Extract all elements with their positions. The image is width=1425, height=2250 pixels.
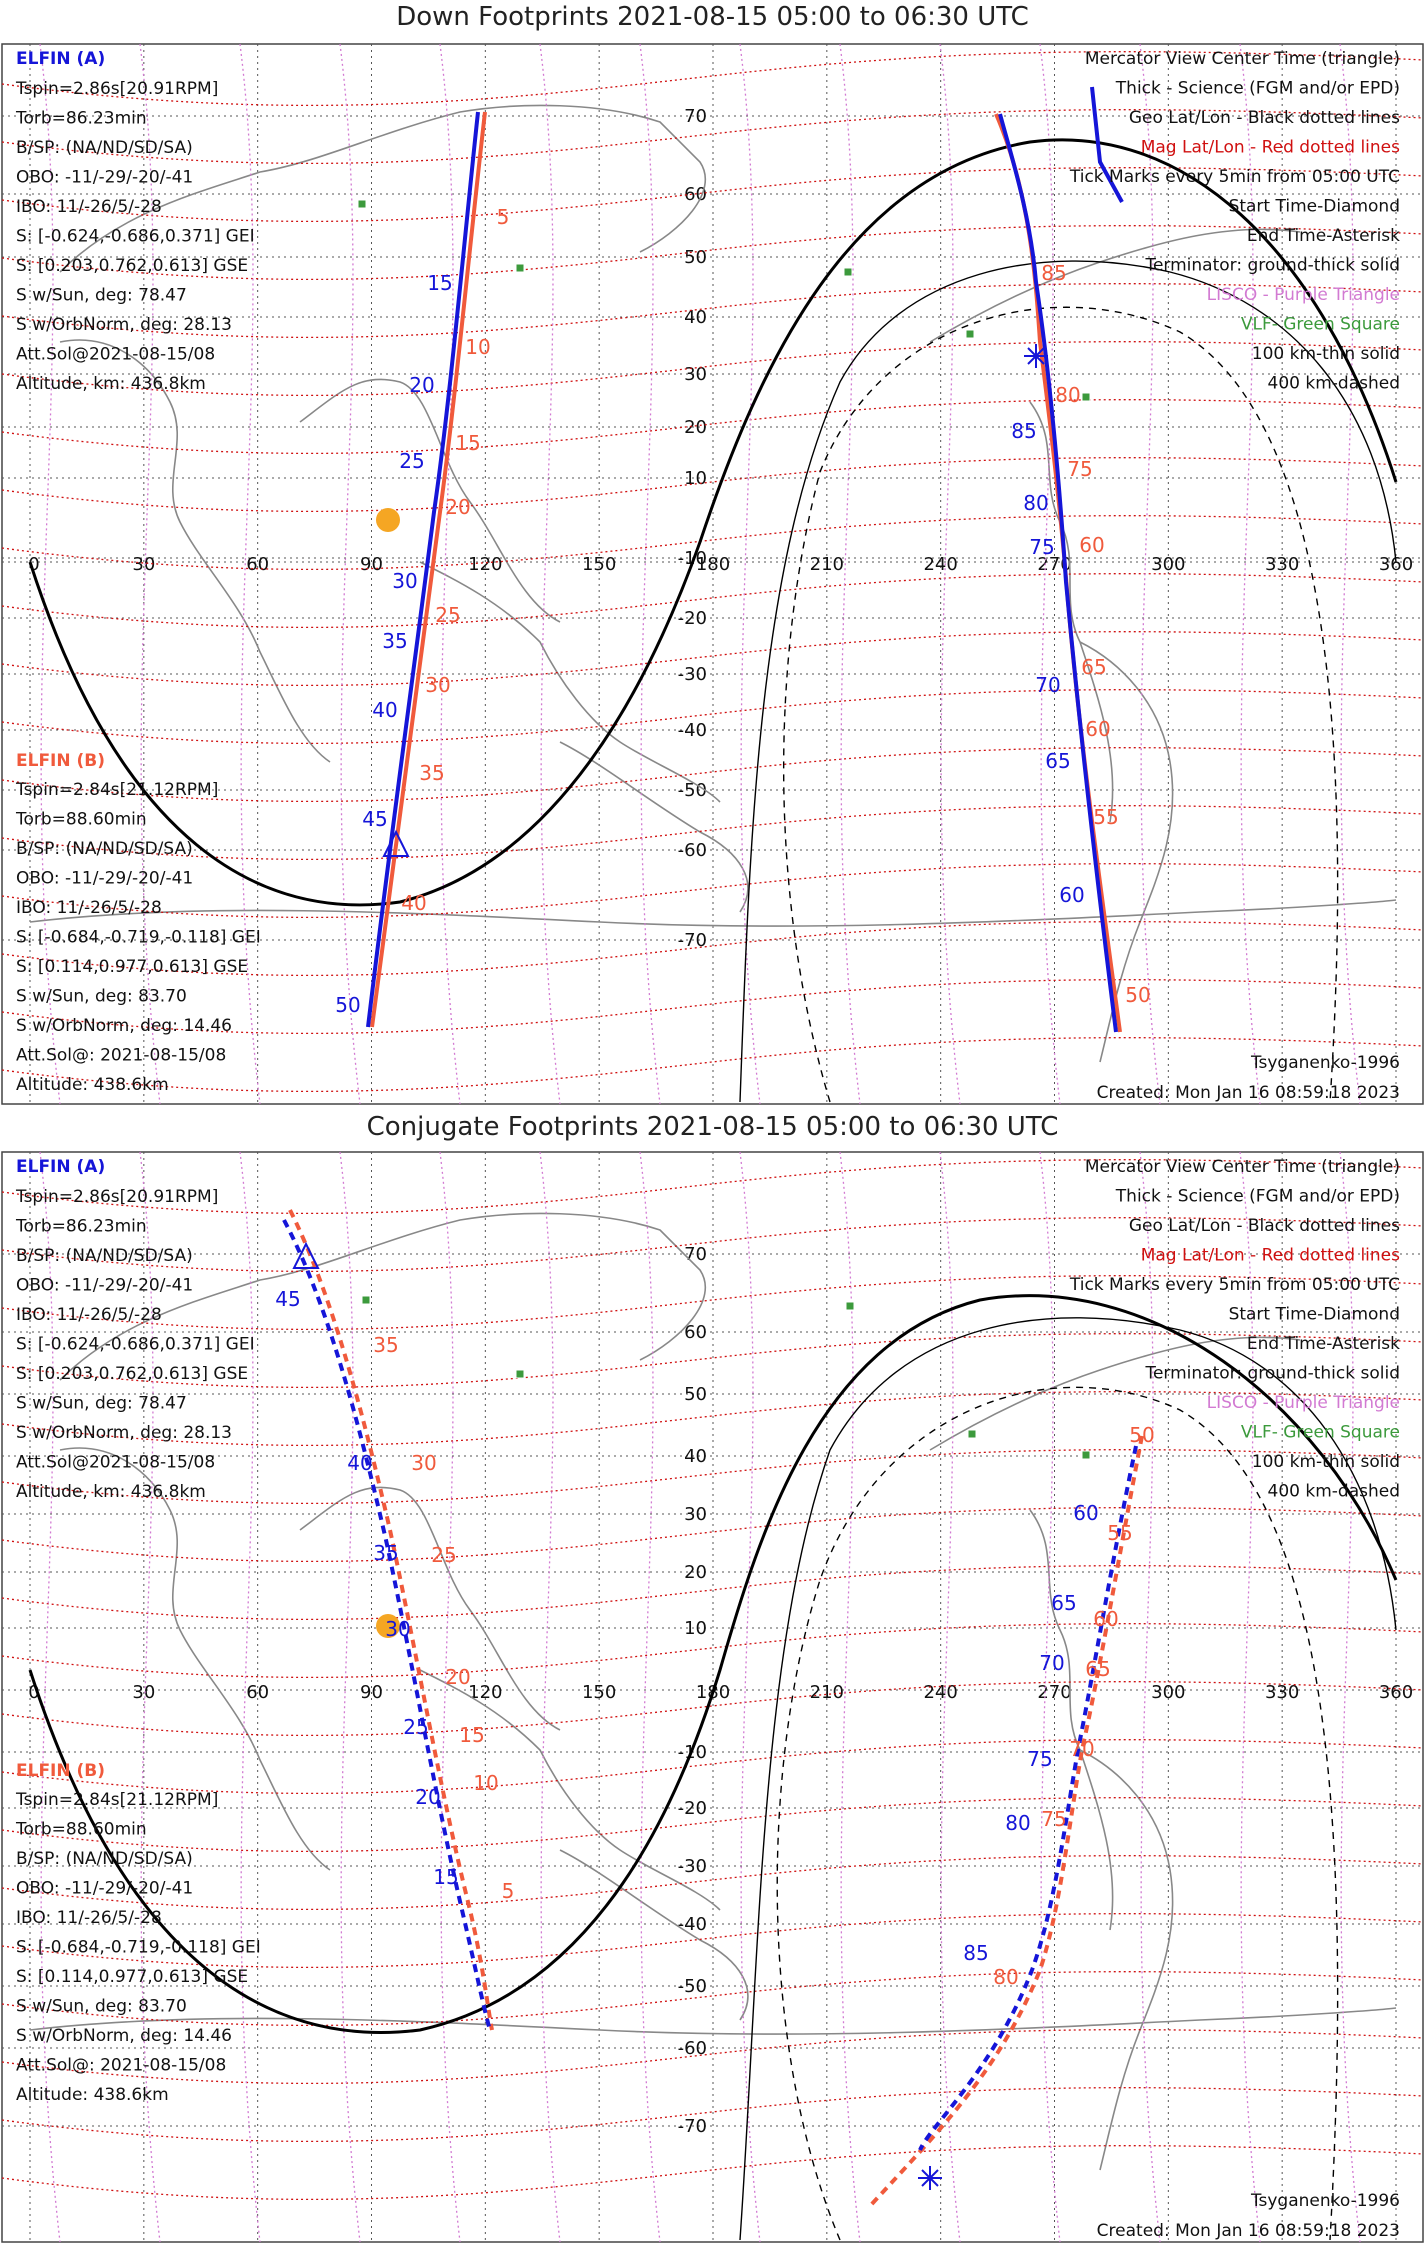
elfin-a-track — [920, 1446, 1136, 2150]
elfin-b-tick-label: 10 — [465, 335, 491, 359]
elfin-a-track — [368, 112, 481, 1027]
latitude-label: -60 — [677, 2038, 707, 2059]
elfin-b-tick-label: 55 — [1107, 1521, 1133, 1545]
elfin-a-info-line: S: [-0.624,-0.686,0.371] GEI — [16, 1334, 255, 1355]
elfin-b-tick-label: 15 — [455, 431, 481, 455]
elfin-b-tick-label: 35 — [419, 761, 445, 785]
vlf-station-square — [966, 330, 974, 338]
elfin-a-tick-label: 25 — [399, 449, 425, 473]
elfin-b-info-line: B/SP: (NA/ND/SD/SA) — [16, 1849, 193, 1869]
vlf-station-square — [968, 1430, 976, 1438]
elfin-b-info-line: OBO: -11/-29/-20/-41 — [16, 868, 194, 889]
elfin-b-tick-label: 50 — [1129, 1423, 1155, 1447]
elfin-a-tick-label: 85 — [1011, 419, 1037, 443]
legend-entry: Terminator: ground-thick solid — [1145, 1363, 1400, 1384]
longitude-label: 360 — [1378, 554, 1414, 575]
elfin-a-tick-label: 15 — [433, 1865, 459, 1889]
elfin-b-tick-label: 65 — [1085, 1657, 1111, 1681]
model-label: Tsyganenko-1996 — [1250, 1053, 1400, 1073]
created-timestamp: Created: Mon Jan 16 08:59:18 2023 — [1096, 2221, 1400, 2241]
elfin-a-tick-label: 45 — [362, 807, 388, 831]
elfin-a-tick-label: 80 — [1005, 1811, 1031, 1835]
legend-entry: Tick Marks every 5min from 05:00 UTC — [1069, 167, 1400, 187]
legend-entry: Mercator View Center Time (triangle) — [1084, 49, 1400, 69]
longitude-label: 90 — [360, 1682, 383, 1703]
legend-entry: 400 km-dashed — [1267, 373, 1400, 394]
elfin-a-tick-label: 25 — [403, 1715, 429, 1739]
elfin-b-tick-label: 10 — [473, 1771, 499, 1795]
latitude-label: 50 — [684, 247, 707, 268]
elfin-b-info-line: S w/OrbNorm, deg: 14.46 — [16, 1016, 233, 1036]
legend-entry: LISCO - Purple Triangle — [1206, 285, 1400, 305]
magnetic-latitude-line — [2, 1508, 1423, 1562]
longitude-label: 180 — [695, 1682, 731, 1703]
elfin-b-tick-label: 20 — [445, 495, 471, 519]
latitude-label: 70 — [684, 106, 707, 127]
elfin-b-info-line: S: [0.114,0.977,0.613] GSE — [16, 1967, 249, 1987]
elfin-a-tick-label: 80 — [1023, 491, 1049, 515]
latitude-label: -50 — [677, 780, 707, 801]
elfin-b-tick-label: 40 — [401, 891, 427, 915]
legend-entry: Mag Lat/Lon - Red dotted lines — [1140, 1245, 1400, 1266]
longitude-label: 270 — [1037, 554, 1072, 575]
latitude-label: -10 — [677, 548, 707, 569]
elfin-a-tick-label: 40 — [372, 698, 398, 722]
coastline — [300, 1487, 560, 1730]
elfin-b-tick-label: 35 — [373, 1333, 399, 1357]
elfin-b-tick-label: 70 — [1069, 1737, 1095, 1761]
elfin-b-info-line: S: [-0.684,-0.719,-0.118] GEI — [16, 927, 261, 948]
elfin-b-tick-label: 50 — [1125, 983, 1151, 1007]
elfin-a-info-line: B/SP: (NA/ND/SD/SA) — [16, 1246, 193, 1266]
legend-entry: Tick Marks every 5min from 05:00 UTC — [1069, 1275, 1400, 1295]
elfin-b-tick-label: 60 — [1085, 717, 1111, 741]
coastline — [60, 340, 330, 762]
elfin-b-tick-label: 15 — [459, 1723, 485, 1747]
elfin-a-tick-label: 75 — [1027, 1747, 1053, 1771]
legend-entry: End Time-Asterisk — [1246, 1334, 1400, 1354]
magnetic-longitude-line — [740, 44, 760, 1104]
elfin-b-label: ELFIN (B) — [16, 751, 106, 771]
elfin-b-info-line: S: [-0.684,-0.719,-0.118] GEI — [16, 1937, 261, 1958]
elfin-b-info-line: IBO: 11/-26/5/-28 — [16, 898, 162, 918]
elfin-a-tick-label: 65 — [1051, 1591, 1077, 1615]
vlf-station-square — [362, 1296, 370, 1304]
magnetic-longitude-line — [540, 1152, 560, 2242]
vlf-station-square — [516, 1370, 524, 1378]
legend-entry: Thick - Science (FGM and/or EPD) — [1115, 78, 1400, 99]
elfin-a-info-line: Altitude, km: 436.8km — [16, 374, 206, 394]
elfin-a-tick-label: 15 — [427, 271, 453, 295]
elfin-b-info-line: S w/OrbNorm, deg: 14.46 — [16, 2026, 233, 2046]
elfin-a-tick-label: 70 — [1039, 1651, 1065, 1675]
elfin-b-tick-label: 85 — [1041, 261, 1067, 285]
coastline — [560, 742, 748, 912]
elfin-a-info-line: B/SP: (NA/ND/SD/SA) — [16, 138, 193, 158]
elfin-a-tick-label: 65 — [1045, 749, 1071, 773]
coastline — [1030, 1510, 1113, 1930]
vlf-station-square — [358, 200, 366, 208]
longitude-label: 60 — [246, 1682, 270, 1703]
elfin-a-tick-label: 85 — [963, 1941, 989, 1965]
latitude-label: 60 — [684, 1322, 707, 1343]
elfin-a-tick-label: 70 — [1035, 673, 1061, 697]
elfin-b-info-line: IBO: 11/-26/5/-28 — [16, 1908, 162, 1928]
elfin-b-tick-label: 80 — [1055, 383, 1081, 407]
elfin-b-info-line: Att.Sol@: 2021-08-15/08 — [16, 2055, 227, 2076]
elfin-b-tick-label: 55 — [1093, 805, 1119, 829]
legend-entry: Mag Lat/Lon - Red dotted lines — [1140, 137, 1400, 158]
latitude-label: -70 — [677, 2116, 707, 2137]
elfin-a-info-line: OBO: -11/-29/-20/-41 — [16, 167, 194, 188]
elfin-a-info-line: S w/Sun, deg: 78.47 — [16, 285, 187, 306]
panel-1-title: Down Footprints 2021-08-15 05:00 to 06:30 UTC — [396, 2, 1029, 32]
latitude-label: 30 — [684, 1504, 707, 1525]
elfin-b-info-line: Att.Sol@: 2021-08-15/08 — [16, 1045, 227, 1066]
longitude-label: 330 — [1264, 554, 1300, 575]
elfin-a-tick-label: 20 — [415, 1785, 441, 1809]
elfin-a-tick-label: 45 — [275, 1287, 301, 1311]
elfin-b-info-line: Torb=88.60min — [16, 1819, 147, 1840]
elfin-a-info-line: Tspin=2.86s[20.91RPM] — [16, 1187, 219, 1207]
elfin-b-tick-label: 75 — [1067, 457, 1093, 481]
latitude-label: 20 — [684, 1562, 707, 1583]
elfin-a-tick-label: 30 — [392, 569, 418, 593]
elfin-a-info-line: Att.Sol@2021-08-15/08 — [16, 344, 216, 365]
legend-entry: Thick - Science (FGM and/or EPD) — [1115, 1186, 1400, 1207]
latitude-label: -30 — [677, 664, 707, 685]
latitude-label: 40 — [684, 307, 707, 328]
latitude-label: -60 — [677, 840, 707, 861]
longitude-label: 180 — [695, 554, 731, 575]
elfin-a-label: ELFIN (A) — [16, 1157, 106, 1177]
elfin-b-info-line: S: [0.114,0.977,0.613] GSE — [16, 957, 249, 977]
latitude-label: -20 — [677, 1798, 707, 1819]
coastline — [60, 105, 705, 272]
elfin-a-tick-label: 40 — [347, 1451, 373, 1475]
latitude-label: 60 — [684, 184, 707, 205]
legend-entry: VLF- Green Square — [1240, 314, 1400, 335]
terminator-400km — [784, 307, 1338, 1102]
longitude-label: 120 — [468, 554, 503, 575]
elfin-b-info-line: Torb=88.60min — [16, 809, 147, 830]
elfin-a-info-line: OBO: -11/-29/-20/-41 — [16, 1275, 194, 1296]
legend-entry: Geo Lat/Lon - Black dotted lines — [1128, 108, 1400, 128]
latitude-label: 50 — [684, 1384, 707, 1405]
elfin-a-tick-label: 35 — [382, 629, 408, 653]
coastline — [560, 1850, 748, 2020]
longitude-label: 90 — [360, 554, 383, 575]
longitude-label: 300 — [1151, 554, 1186, 575]
latitude-label: -50 — [677, 1976, 707, 1997]
elfin-a-tick-label: 60 — [1073, 1501, 1099, 1525]
elfin-a-info-line: Att.Sol@2021-08-15/08 — [16, 1452, 216, 1473]
elfin-a-info-line: S: [0.203,0.762,0.613] GSE — [16, 256, 249, 276]
sun-icon — [376, 508, 400, 532]
elfin-b-info-line: Tspin=2.84s[21.12RPM] — [16, 780, 219, 800]
elfin-a-info-line: IBO: 11/-26/5/-28 — [16, 1305, 162, 1325]
elfin-a-info-line: S w/OrbNorm, deg: 28.13 — [16, 1423, 233, 1443]
elfin-a-info-line: S: [-0.624,-0.686,0.371] GEI — [16, 226, 255, 247]
latitude-label: -30 — [677, 1856, 707, 1877]
elfin-a-tick-label: 35 — [373, 1541, 399, 1565]
elfin-b-info-line: S w/Sun, deg: 83.70 — [16, 1996, 187, 2017]
elfin-b-info-line: S w/Sun, deg: 83.70 — [16, 986, 187, 1007]
vlf-station-square — [516, 264, 524, 272]
elfin-a-tick-label: 60 — [1059, 883, 1085, 907]
panel-2-title: Conjugate Footprints 2021-08-15 05:00 to 06:30 UTC — [366, 1112, 1059, 1142]
vlf-station-square — [844, 268, 852, 276]
elfin-b-tick-label: 5 — [496, 205, 510, 229]
elfin-b-tick-label: 80 — [993, 1965, 1019, 1989]
elfin-b-tick-label: 20 — [445, 1665, 471, 1689]
down-footprints-map — [0, 42, 1425, 1110]
elfin-b-info-line: Tspin=2.84s[21.12RPM] — [16, 1790, 219, 1810]
latitude-label: 30 — [684, 364, 707, 385]
elfin-b-info-line: B/SP: (NA/ND/SD/SA) — [16, 839, 193, 859]
latitude-label: 70 — [684, 1244, 707, 1265]
elfin-a-info-line: S w/Sun, deg: 78.47 — [16, 1393, 187, 1414]
elfin-b-tick-label: 25 — [435, 603, 461, 627]
legend-entry: Mercator View Center Time (triangle) — [1084, 1157, 1400, 1177]
legend-entry: VLF- Green Square — [1240, 1422, 1400, 1443]
vlf-station-square — [1082, 1451, 1090, 1459]
legend-entry: LISCO - Purple Triangle — [1206, 1393, 1400, 1413]
longitude-label: 0 — [28, 1682, 40, 1703]
conjugate-footprints-map — [0, 1150, 1425, 2248]
magnetic-latitude-line — [2, 574, 1423, 628]
longitude-label: 360 — [1378, 1682, 1414, 1703]
elfin-b-info-line: Altitude: 438.6km — [16, 1075, 169, 1095]
legend-entry: 100 km-thin solid — [1251, 344, 1400, 364]
legend-entry: 400 km-dashed — [1267, 1481, 1400, 1502]
elfin-a-tick-label: 30 — [385, 1617, 411, 1641]
elfin-b-label: ELFIN (B) — [16, 1761, 106, 1781]
elfin-b-tick-label: 30 — [425, 673, 451, 697]
magnetic-longitude-line — [340, 44, 360, 1104]
elfin-b-tick-label: 65 — [1081, 655, 1107, 679]
elfin-a-tick-label: 75 — [1029, 535, 1055, 559]
elfin-a-label: ELFIN (A) — [16, 49, 106, 69]
legend-entry: Start Time-Diamond — [1228, 196, 1400, 217]
latitude-label: -10 — [677, 1742, 707, 1763]
latitude-label: 10 — [684, 468, 707, 489]
magnetic-longitude-line — [340, 1152, 360, 2242]
magnetic-longitude-line — [540, 44, 560, 1104]
latitude-label: -70 — [677, 930, 707, 951]
coastline — [1080, 1750, 1173, 2170]
magnetic-longitude-line — [640, 1152, 660, 2242]
legend-entry: Geo Lat/Lon - Black dotted lines — [1128, 1216, 1400, 1236]
elfin-b-tick-label: 5 — [501, 1879, 515, 1903]
longitude-label: 270 — [1037, 1682, 1072, 1703]
legend-entry: 100 km-thin solid — [1251, 1452, 1400, 1472]
longitude-label: 210 — [809, 554, 845, 575]
latitude-label: 10 — [684, 1618, 707, 1639]
coastline — [420, 562, 720, 802]
latitude-label: -20 — [677, 608, 707, 629]
longitude-label: 300 — [1151, 1682, 1186, 1703]
longitude-label: 30 — [132, 554, 156, 575]
elfin-a-info-line: S: [0.203,0.762,0.613] GSE — [16, 1364, 249, 1384]
vlf-station-square — [846, 1302, 854, 1310]
latitude-label: 20 — [684, 417, 707, 438]
latitude-label: -40 — [677, 1914, 707, 1935]
magnetic-longitude-line — [640, 44, 660, 1104]
elfin-a-info-line: IBO: 11/-26/5/-28 — [16, 197, 162, 217]
elfin-b-info-line: Altitude: 438.6km — [16, 2085, 169, 2105]
longitude-label: 30 — [132, 1682, 156, 1703]
legend-entry: End Time-Asterisk — [1246, 226, 1400, 246]
longitude-label: 150 — [581, 554, 617, 575]
elfin-b-tick-label: 60 — [1079, 533, 1105, 557]
elfin-a-tick-label: 50 — [335, 993, 361, 1017]
legend-entry: Terminator: ground-thick solid — [1145, 255, 1400, 276]
vlf-station-square — [1082, 393, 1090, 401]
longitude-label: 0 — [28, 554, 40, 575]
longitude-label: 60 — [246, 554, 270, 575]
elfin-b-tick-label: 75 — [1041, 1807, 1067, 1831]
end-time-asterisk — [918, 2166, 942, 2190]
longitude-label: 330 — [1264, 1682, 1300, 1703]
longitude-label: 210 — [809, 1682, 845, 1703]
elfin-a-info-line: Tspin=2.86s[20.91RPM] — [16, 79, 219, 99]
elfin-b-tick-label: 25 — [431, 1543, 457, 1567]
longitude-label: 150 — [581, 1682, 617, 1703]
elfin-a-info-line: Torb=86.23min — [16, 1216, 147, 1237]
elfin-a-tick-label: 20 — [409, 373, 435, 397]
elfin-b-tick-label: 60 — [1093, 1607, 1119, 1631]
longitude-label: 120 — [468, 1682, 503, 1703]
elfin-a-info-line: Torb=86.23min — [16, 108, 147, 129]
model-label: Tsyganenko-1996 — [1250, 2191, 1400, 2211]
legend-entry: Start Time-Diamond — [1228, 1304, 1400, 1325]
created-timestamp: Created: Mon Jan 16 08:59:18 2023 — [1096, 1083, 1400, 1103]
elfin-a-info-line: S w/OrbNorm, deg: 28.13 — [16, 315, 233, 335]
longitude-label: 240 — [923, 554, 958, 575]
elfin-b-tick-label: 30 — [411, 1451, 437, 1475]
elfin-b-info-line: OBO: -11/-29/-20/-41 — [16, 1878, 194, 1899]
elfin-a-info-line: Altitude, km: 436.8km — [16, 1482, 206, 1502]
latitude-label: -40 — [677, 720, 707, 741]
longitude-label: 240 — [923, 1682, 958, 1703]
magnetic-latitude-line — [2, 1856, 1423, 1910]
latitude-label: 40 — [684, 1446, 707, 1467]
